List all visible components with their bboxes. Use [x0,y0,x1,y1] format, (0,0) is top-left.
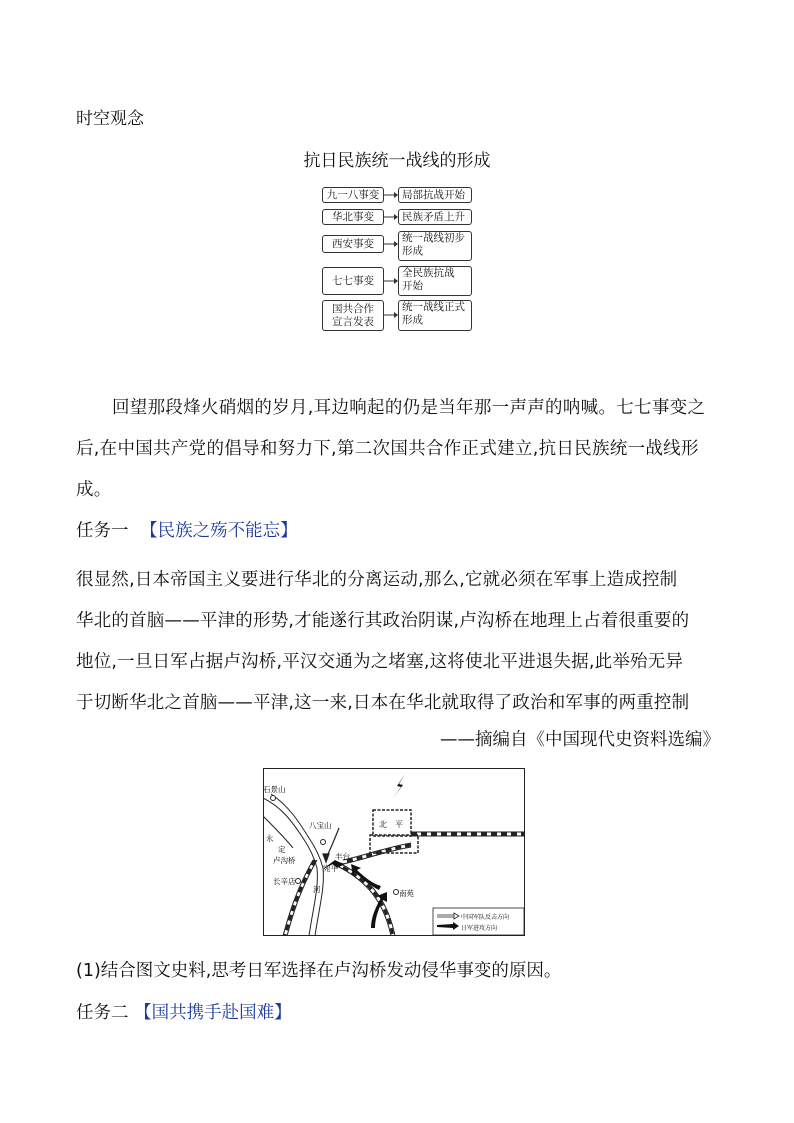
flow-result-box [398,209,472,225]
flow-result-box [398,187,472,203]
flow-result-text: 民族矛盾上升 [402,210,465,223]
map-label-ding: 定 [278,845,286,854]
flow-event-text: 七七事变 [332,274,374,287]
flow-result-box [398,266,472,296]
flow-arrow-icon [384,240,398,248]
map-label-wanping: 宛平 [323,864,338,873]
quote-line: 地位,一旦日军占据卢沟桥,平汉交通为之堵塞,这将使北平进退失据,此举殆无异 [76,652,684,672]
quote-source: ——摘编自《中国现代史资料选编》 [440,730,720,750]
task2-prefix: 任务二 [76,1003,129,1023]
flow-result-line: 开始 [402,280,423,292]
map-label-fengtai: 丰台 [335,852,350,861]
quote-line: 于切断华北之首脑——平津,这一来,日本在华北就取得了政治和军事的两重控制 [76,693,690,713]
map-label-yong: 永 [266,834,274,843]
task2-heading [76,999,292,1024]
source-quote [76,560,722,724]
task1-prefix: 任务一 [76,521,129,541]
flow-event-text: 华北事变 [332,210,374,223]
flow-event-box [322,300,384,331]
map-label-beiping: 北 平 [379,820,403,829]
flow-event-text: 西安事变 [332,237,374,250]
flow-result-box [398,300,472,331]
task2-title: 【国共携手赴国难】 [134,1003,292,1023]
map-label-he: 河 [313,885,321,894]
flow-result-line: 统一战线正式 [402,301,465,313]
flow-arrow-icon [384,277,398,285]
quote-line: 华北的首脑——平津的形势,才能遂行其政治阴谋,卢沟桥在地理上占着很重要的 [76,611,690,631]
flow-result-box [398,231,472,261]
section-label: 时空观念 [76,109,144,129]
flow-event-text: 九一八事变 [326,188,380,201]
flow-result-line: 全民族抗战 [402,267,455,279]
intro-paragraph: 回望那段烽火硝烟的岁月,耳边响起的仍是当年那一声声的呐喊。七七事变之后,在中国共产党的倡导和努力下,第二次国共合作正式建立,抗日民族统一战线形成。 [76,398,706,500]
flow-event-line: 宣言发表 [332,315,374,328]
flow-result-line: 统一战线初步 [402,232,465,244]
flow-event-line: 国共合作 [332,302,374,315]
map-label-shijingshan: 石景山 [263,785,286,794]
flow-result-line: 形成 [402,314,423,326]
flow-arrow-icon [384,311,398,319]
map-label-babaoshan: 八宝山 [309,821,332,830]
quote-line: 很显然,日本帝国主义要进行华北的分离运动,那么,它就必须在军事上造成控制 [76,570,678,590]
flow-result-line: 形成 [402,245,423,257]
map-label-nanyuan: 南苑 [399,889,414,898]
flowchart-title: 抗日民族统一战线的形成 [303,151,491,171]
map-label-changxindian: 长辛店 [273,877,296,886]
task1-title: 【民族之殇不能忘】 [140,521,298,541]
flow-event-box [322,235,384,253]
flow-arrow-icon [384,191,398,199]
task1-heading [76,517,298,542]
flow-event-box [322,267,384,295]
map-legend [433,908,524,935]
lugouqiao-map [263,768,525,936]
legend-japanese-label: 日军进攻方向 [461,925,498,932]
flowchart [322,186,472,332]
flow-result-text: 局部抗战开始 [402,188,465,201]
flow-event-box [322,187,384,203]
flow-event-box [322,209,384,225]
legend-chinese-label: 中国军队反击方向 [461,914,510,921]
flow-arrow-icon [384,213,398,221]
question-1: (1)结合图文史料,思考日军选择在卢沟桥发动侵华事变的原因。 [76,961,562,981]
map-label-lugouqiao: 卢沟桥 [273,856,296,865]
